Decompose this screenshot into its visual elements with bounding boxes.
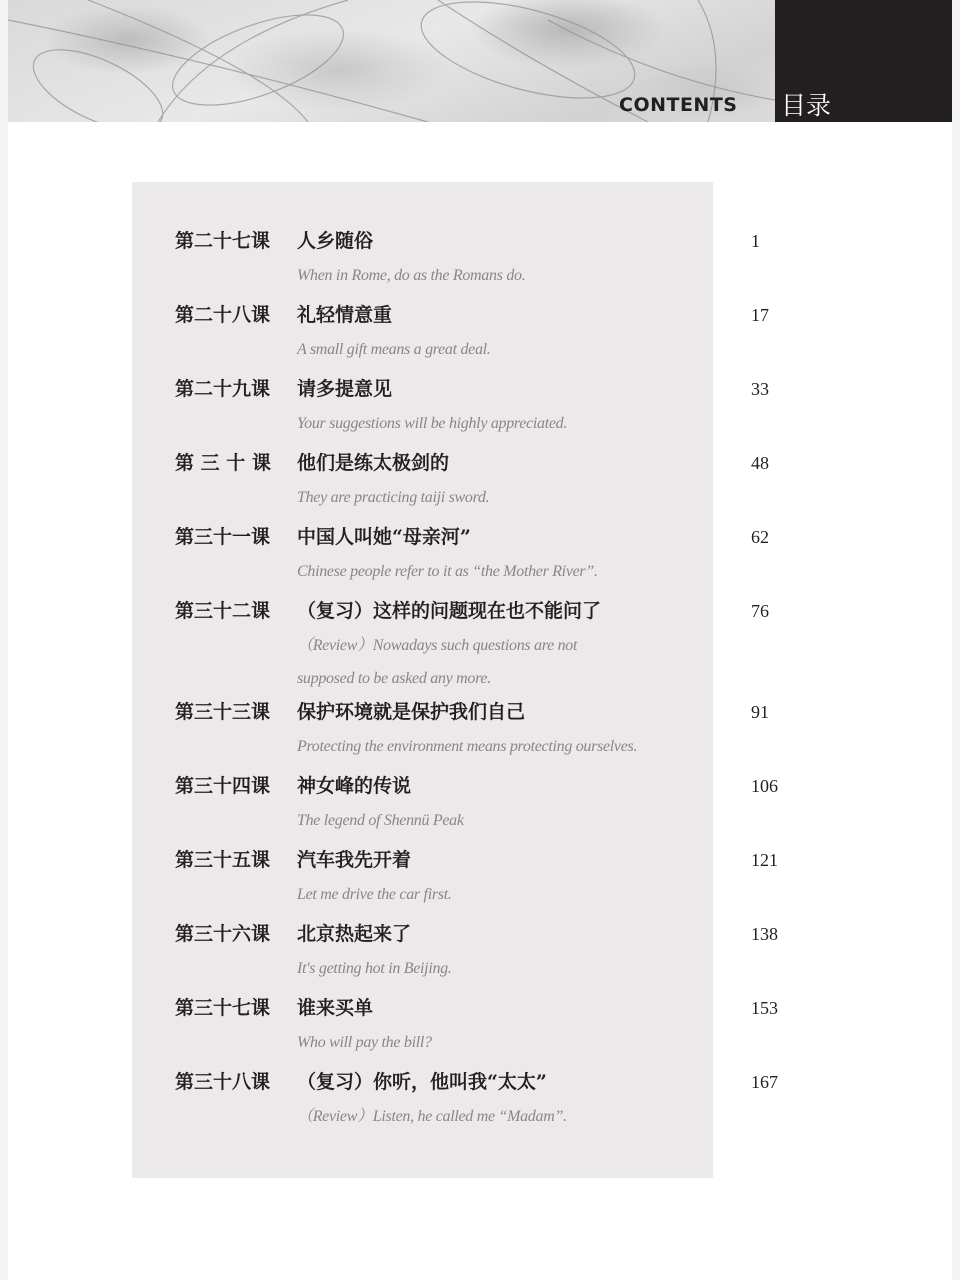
lesson-title: （复习）你听，他叫我“太太” <box>297 1071 547 1093</box>
lesson-english-title: Let me drive the car first. <box>297 886 452 903</box>
lesson-title: 人乡随俗 <box>297 230 374 252</box>
page-number: 153 <box>751 998 778 1018</box>
page-number: 76 <box>751 601 769 621</box>
toc-entry[interactable] <box>175 226 795 300</box>
page-number: 167 <box>751 1072 778 1092</box>
toc-entry[interactable] <box>175 448 795 522</box>
lesson-title: 神女峰的传说 <box>297 775 412 797</box>
lesson-english-title: A small gift means a great deal. <box>297 341 491 358</box>
lesson-number: 第三十六课 <box>175 923 271 945</box>
lesson-english-title: Chinese people refer to it as “the Mother River”. <box>297 563 598 580</box>
toc-entry[interactable] <box>175 697 795 771</box>
lesson-number: 第三十五课 <box>175 849 271 871</box>
lesson-number: 第二十八课 <box>175 304 271 326</box>
lesson-number: 第二十九课 <box>175 378 271 400</box>
lesson-number: 第三十七课 <box>175 997 271 1019</box>
lesson-title: 北京热起来了 <box>297 923 412 945</box>
lesson-english-title: The legend of Shennü Peak <box>297 812 464 829</box>
page-number: 17 <box>751 305 769 325</box>
page <box>8 0 952 1280</box>
toc-entry[interactable] <box>175 845 795 919</box>
contents-heading-zh: 目录 <box>781 91 832 120</box>
lesson-title: 谁来买单 <box>297 997 374 1019</box>
lesson-english-title: Protecting the environment means protecting ourselves. <box>297 738 638 755</box>
toc-entry[interactable] <box>175 596 795 697</box>
leaf-banner <box>8 0 952 122</box>
lesson-title: 他们是练太极剑的 <box>297 452 450 474</box>
lesson-english-title: Who will pay the bill? <box>297 1034 432 1051</box>
toc-entry[interactable] <box>175 522 795 596</box>
lesson-english-title: （Review）Listen, he called me “Madam”. <box>297 1108 567 1125</box>
lesson-title: 礼轻情意重 <box>297 304 393 326</box>
heading-box <box>775 0 952 122</box>
page-number: 106 <box>751 776 778 796</box>
page-number: 62 <box>751 527 769 547</box>
lesson-title: 中国人叫她“母亲河” <box>297 526 471 548</box>
contents-heading-en: CONTENTS <box>619 94 738 116</box>
lesson-english-title: They are practicing taiji sword. <box>297 489 490 506</box>
page-number: 1 <box>751 231 760 251</box>
lesson-number: 第三十八课 <box>175 1071 271 1093</box>
page-number: 121 <box>751 850 778 870</box>
page-number: 33 <box>751 379 769 399</box>
toc-entry[interactable] <box>175 1067 795 1141</box>
toc-entry[interactable] <box>175 771 795 845</box>
lesson-english-title: （Review）Nowadays such questions are not <box>297 637 578 654</box>
lesson-number: 第三十三课 <box>175 701 271 723</box>
lesson-title: 请多提意见 <box>297 378 393 400</box>
page-number: 138 <box>751 924 778 944</box>
lesson-english-title: It's getting hot in Beijing. <box>297 960 452 977</box>
lesson-number: 第二十七课 <box>175 230 271 252</box>
lesson-number: 第三十二课 <box>175 600 271 622</box>
lesson-title: 保护环境就是保护我们自己 <box>297 701 526 723</box>
toc-entry[interactable] <box>175 919 795 993</box>
page-number: 91 <box>751 702 769 722</box>
lesson-number: 第 三 十 课 <box>175 452 271 474</box>
lesson-english-title: Your suggestions will be highly appreciated. <box>297 415 568 432</box>
lesson-title: 汽车我先开着 <box>297 849 412 871</box>
lesson-english-title: When in Rome, do as the Romans do. <box>297 267 526 284</box>
lesson-number: 第三十一课 <box>175 526 271 548</box>
toc-entry[interactable] <box>175 374 795 448</box>
toc-entry[interactable] <box>175 300 795 374</box>
page-number: 48 <box>751 453 769 473</box>
toc-list <box>175 226 795 1141</box>
lesson-english-title-cont: supposed to be asked any more. <box>297 670 491 687</box>
lesson-number: 第三十四课 <box>175 775 271 797</box>
lesson-title: （复习）这样的问题现在也不能问了 <box>297 600 602 622</box>
contents-panel <box>132 182 778 1178</box>
toc-entry[interactable] <box>175 993 795 1067</box>
